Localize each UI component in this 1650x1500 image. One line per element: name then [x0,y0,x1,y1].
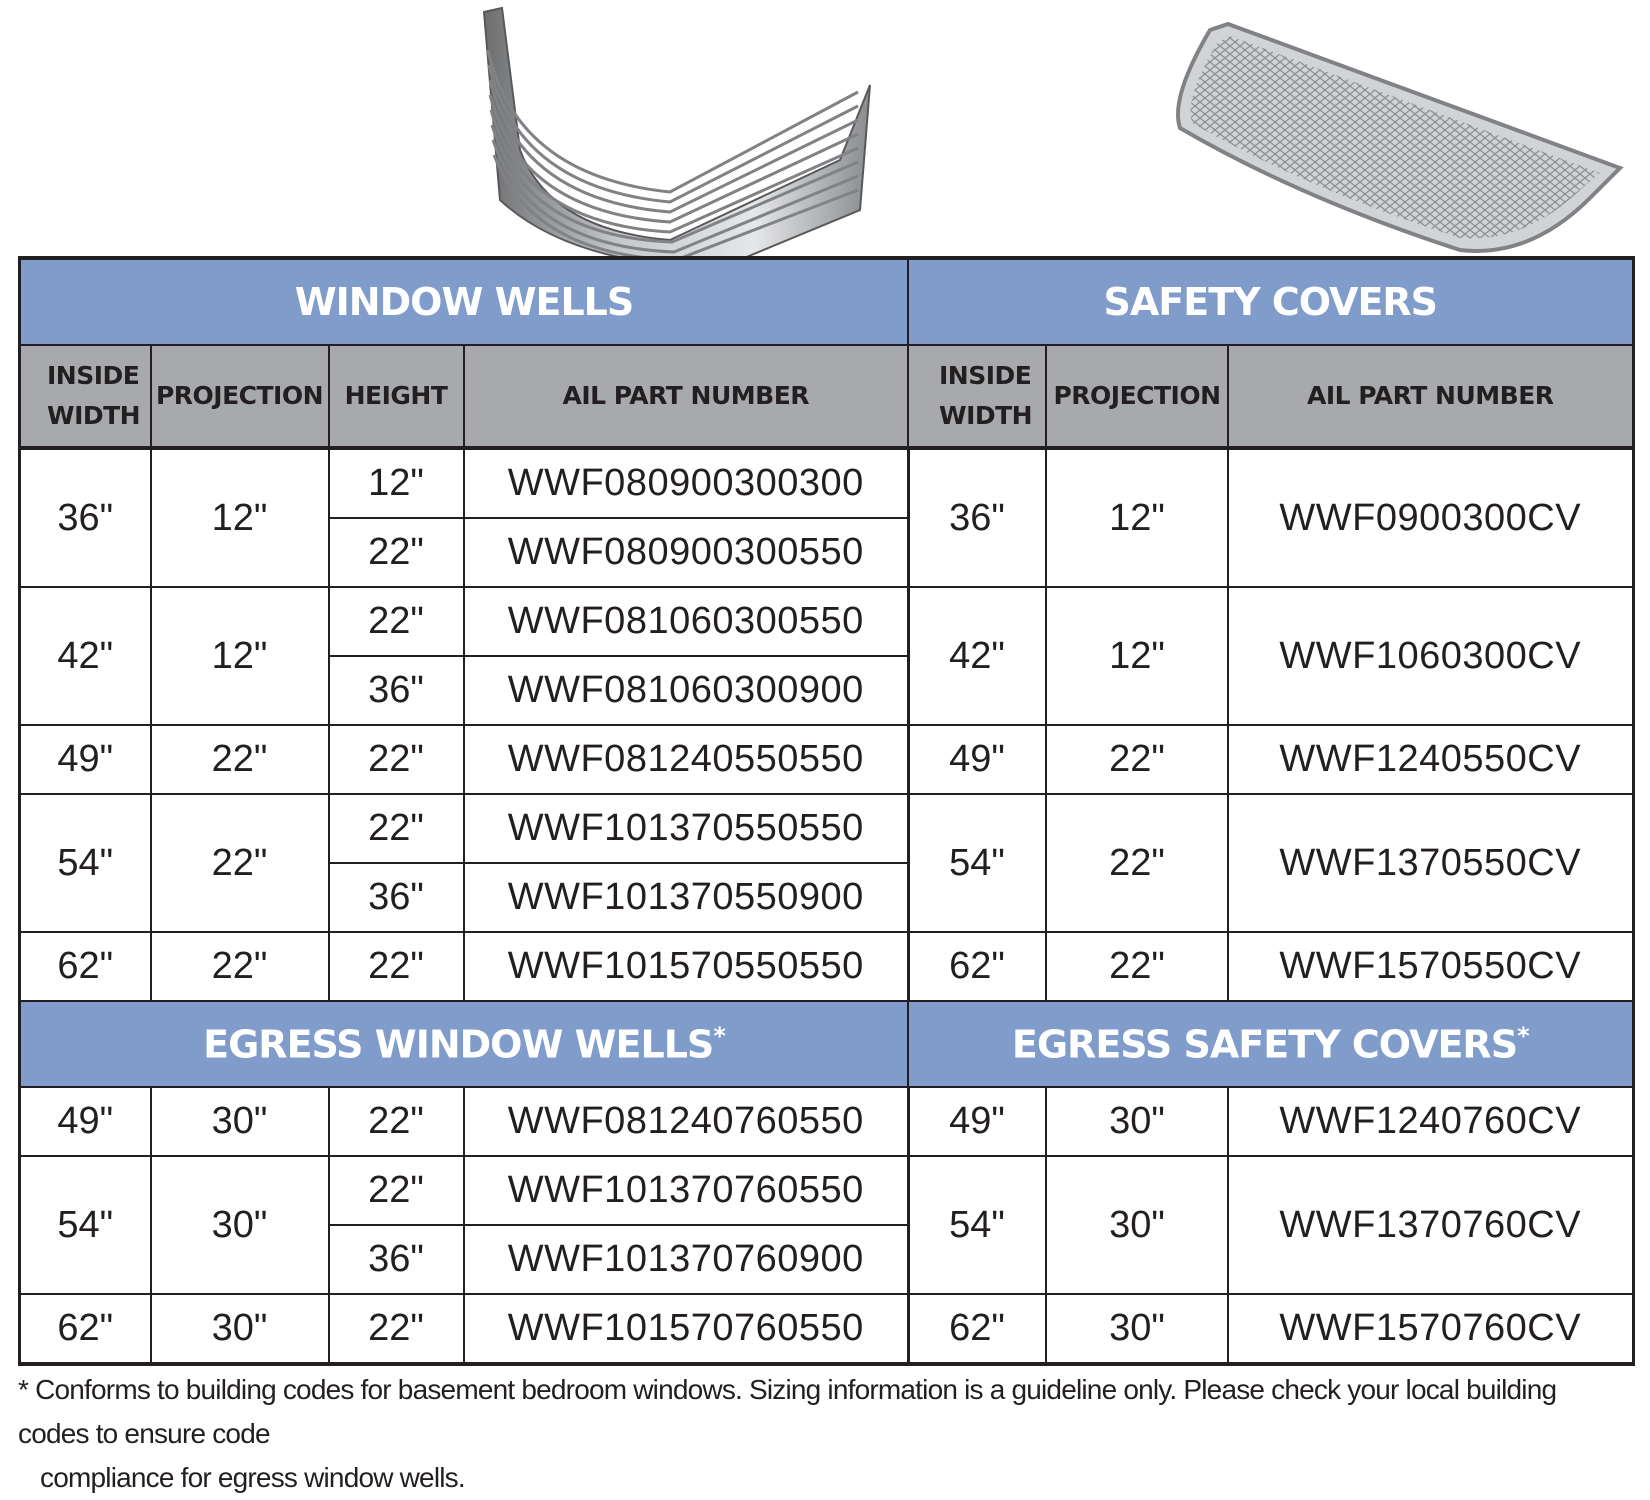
window-wells-table [18,256,910,1366]
projection-cell: 22" [1046,932,1228,1001]
inside-width-cell: 49" [20,725,151,794]
inside-width-cell: 36" [20,448,151,587]
inside-width-cell: 49" [20,1087,151,1156]
table-row [908,448,1633,587]
projection-cell: 12" [151,587,329,725]
part-number-cell: WWF081060300900 [464,656,909,725]
inside-width-cell: 49" [908,725,1046,794]
part-number-cell: WWF080900300300 [464,448,909,518]
part-number-cell: WWF1240760CV [1228,1087,1633,1156]
height-cell: 22" [329,1294,464,1364]
part-number-cell: WWF081240550550 [464,725,909,794]
height-cell: 22" [329,587,464,656]
table-row [908,587,1633,725]
col-inside-width: INSIDE WIDTH [20,345,151,448]
table-row [20,448,909,518]
col-part-number: AIL PART NUMBER [1228,345,1633,448]
part-number-cell: WWF1240550CV [1228,725,1633,794]
part-number-cell: WWF101370760900 [464,1225,909,1294]
projection-cell: 22" [151,794,329,932]
projection-cell: 22" [151,725,329,794]
table-row [908,932,1633,1001]
part-number-cell: WWF080900300550 [464,518,909,587]
part-number-cell: WWF1370760CV [1228,1156,1633,1294]
projection-cell: 22" [151,932,329,1001]
inside-width-cell: 54" [20,794,151,932]
projection-cell: 22" [1046,794,1228,932]
inside-width-cell: 42" [908,587,1046,725]
table-row [20,932,909,1001]
projection-cell: 12" [1046,587,1228,725]
height-cell: 22" [329,794,464,863]
projection-cell: 12" [151,448,329,587]
table-row [20,725,909,794]
inside-width-cell: 54" [908,1156,1046,1294]
table-row [20,1087,909,1156]
height-cell: 22" [329,1156,464,1225]
table-row [20,1156,909,1225]
height-cell: 36" [329,1225,464,1294]
window-well-product-image [480,0,920,270]
inside-width-cell: 62" [908,932,1046,1001]
table-row [908,1156,1633,1294]
footnote-line-1: * Conforms to building codes for basement bedroom windows. Sizing information is a guideline only. Please check your local building codes to ensure code [18,1374,1557,1449]
table-row [908,1294,1633,1364]
part-number-cell: WWF1570550CV [1228,932,1633,1001]
safety-covers-table [907,256,1635,1366]
height-cell: 12" [329,448,464,518]
height-cell: 36" [329,656,464,725]
projection-cell: 30" [1046,1294,1228,1364]
part-number-cell: WWF101570760550 [464,1294,909,1364]
table-row [20,1294,909,1364]
part-number-cell: WWF101370550900 [464,863,909,932]
egress-safety-covers-heading: EGRESS SAFETY COVERS* [908,1001,1633,1087]
height-cell: 36" [329,863,464,932]
part-number-cell: WWF101570550550 [464,932,909,1001]
projection-cell: 30" [151,1087,329,1156]
col-projection: PROJECTION [151,345,329,448]
inside-width-cell: 62" [20,932,151,1001]
col-height: HEIGHT [329,345,464,448]
col-projection: PROJECTION [1046,345,1228,448]
table-row [20,794,909,863]
height-cell: 22" [329,932,464,1001]
height-cell: 22" [329,1087,464,1156]
height-cell: 22" [329,518,464,587]
projection-cell: 30" [151,1294,329,1364]
part-number-cell: WWF081060300550 [464,587,909,656]
footnote [18,1368,1628,1500]
inside-width-cell: 54" [908,794,1046,932]
inside-width-cell: 54" [20,1156,151,1294]
col-inside-width: INSIDE WIDTH [908,345,1046,448]
safety-covers-heading: SAFETY COVERS [908,258,1633,345]
table-row [20,587,909,656]
safety-cover-product-image [1160,18,1630,268]
inside-width-cell: 62" [908,1294,1046,1364]
projection-cell: 30" [1046,1087,1228,1156]
inside-width-cell: 36" [908,448,1046,587]
part-number-cell: WWF1370550CV [1228,794,1633,932]
part-number-cell: WWF081240760550 [464,1087,909,1156]
part-number-cell: WWF101370550550 [464,794,909,863]
col-part-number: AIL PART NUMBER [464,345,909,448]
inside-width-cell: 49" [908,1087,1046,1156]
window-wells-heading: WINDOW WELLS [20,258,909,345]
inside-width-cell: 62" [20,1294,151,1364]
height-cell: 22" [329,725,464,794]
table-row [908,1087,1633,1156]
inside-width-cell: 42" [20,587,151,725]
part-number-cell: WWF101370760550 [464,1156,909,1225]
part-number-cell: WWF1060300CV [1228,587,1633,725]
footnote-line-2: compliance for egress window wells. [40,1462,465,1493]
projection-cell: 30" [151,1156,329,1294]
part-number-cell: WWF1570760CV [1228,1294,1633,1364]
projection-cell: 12" [1046,448,1228,587]
projection-cell: 30" [1046,1156,1228,1294]
table-row [908,794,1633,932]
part-number-cell: WWF0900300CV [1228,448,1633,587]
projection-cell: 22" [1046,725,1228,794]
egress-window-wells-heading: EGRESS WINDOW WELLS* [20,1001,909,1087]
table-row [908,725,1633,794]
